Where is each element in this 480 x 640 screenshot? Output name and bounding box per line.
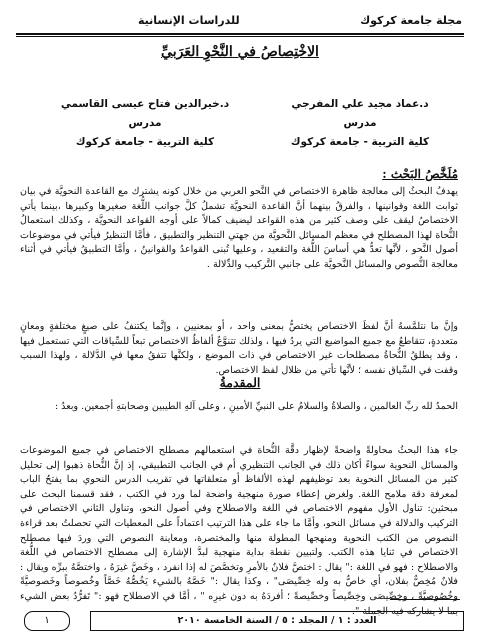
intro-heading: المقدمةُ	[219, 375, 261, 390]
header-rule-thin	[16, 36, 464, 37]
author-name: د.عماد مجيد علي المفرجي	[291, 98, 429, 110]
author-block-first	[260, 95, 460, 152]
journal-section: للدراسات الإنسانية	[138, 14, 240, 27]
intro-paragraph: جاء هذا البحثُ محاولةً واضحةً لإظهار دقَّة النُّحاة في استعمالهم مصطلح الاختصاص في جميع الموضوعات والمسائل النحوية سواءً أكان ذلك في الجانب التنظيري أم في الجانب التطبيقي، إذ إنَّ النُّحاة ذهبوا إلى تحليل كثير من المسائل النحوية بعد توظيفهم لهذه الألفاظ أو متعلقاتها في تقريب الدرس النحوي بما يفتحُ الباب لمعرفة دقة ملامح اللغة. ولغرض إعطاء صورة منهجية واضحة لما ورد في الكتب ، فقد قسمنا البحث على مبحثين: تناول الأول مفهوم الاختصاص في اللغة والاصطلاح وفي أصول النحو، وتناول الثاني الاختصاص في التركيب والدلالة في مسائل النحو، وأمَّا ما جاء على هذا الترتيب اعتماداً على المعطيات التي تحصلتُ بعد قراءة النصوص من الكتب النحوية ومنهجها المطولة منها والمختصرة، ومعاينة النصوص التي وردَ فيها مصطلح الاختصاص في ثنايا هذه الكتب. ولتبيين نقطة بداية منهجية لبدَّ الإشارة إلى مصطلح الاختصاص في اللُّغة والاصطلاح : فهو في اللغة :" يقال : اختصَّ فلانٌ بالأمرِ وتخصَّصَ له إذا انفرد ، وخَصَّ غيرَهُ ، واختصَّهُ ببرِّه ويقال : فلانٌ مُخِصٌّ بفلان، أي خاصٌّ به وله خِصِّيصَى" ، وكذا يقال :" خَصَّهُ بالشيء يَخُصُّهُ خَصَّاً وخُصوصاً وخَصوصيَّةً وخُصُوصيَّةً ، وخِصِّيصَى وخِصِّيصاً وخصِّيصةً ؛ أفردَهُ به دون غيرِه " ، أمَّا في الاصطلاح فهو :" تَفرُّدُ بعض الشيء بما لا يشاركه فيه الجملة ".	[20, 445, 458, 617]
header-rule	[16, 33, 464, 35]
abstract-heading: مُلَخَّصُ البَحْث :	[382, 167, 458, 181]
running-header	[18, 14, 462, 32]
journal-name: مجلة جامعة كركوك	[360, 14, 462, 27]
author-affiliation: كلية التربية - جامعة كركوك	[75, 136, 215, 148]
footnote-rule	[390, 599, 460, 600]
author-rank: مدرس	[343, 117, 377, 129]
intro-paragraph: الحمدُ لله ربِّ العالمين ، والصلاةُ والسلامُ على النبيِّ الأمينِ ، وعلى آلهِ الطيبين وصحابتهِ أجمعين. وبعدُ :	[54, 401, 458, 412]
abstract-paragraph: يهدفُ البحثُ إلى معالجة ظاهرة الاختصاص في النَّحو العربي من خلال كونه يشترك مع القاعدة النحويَّة في بيان ثوابت اللغة وقوانينها ، والفرقُ بينهما أنَّ القاعدة النحويَّة تشملُ كلَّ جوانب اللُّغة صغيرها وكبيرها ،بينما يأتي الاختصاصُ ليقف على وصف كثير من هذه القواعد ليضيف كمالاً على أوجه القواعد النحويَّة ، وكذلك استعمالُ النُّحاة لهذا المصطلح في معظم المسائل النَّحويَّة من جهتي التنظير والتطبيق ، فأمَّا التنظيرُ فيأتي في موضوعات أصول النَّحو ، لأنَّها تعدُّ هي أساسَ اللُّغة والتقعيد ، وعليها تُبنى القواعدُ والقوانينُ ، وأمَّا التطبيقُ فيأتي في أثناء معالجة النُّصوص والمسائل النَّحويَّة على جانبي التَّركيب والدِّلالة .	[20, 186, 458, 270]
author-affiliation: كلية التربية - جامعة كركوك	[290, 136, 430, 148]
author-rank: مدرس	[128, 117, 162, 129]
page-number: ١	[24, 611, 70, 631]
issue-info: العدد : ١ / المجلد : ٥ / السنة الخامسة ٢٠١٠	[90, 611, 464, 631]
abstract-paragraph: وإنَّ ما نتلمَّسهُ أنَّ لفظَ الاختصاص يختصُّ بمعنى واحد ، أو بمعنيين ، وإنَّما يكتنفُ على صيغٍ مختلفةٍ ومعانٍ متعددةٍ، تتقاطعُ مع جميع المواضيع التي يردُ فيها ، ولذلك تتنوَّعُ ألفاظُ الاختصاص تبعاً للسِّياقات التي تستعمل فيها ، وقد يطلقُ النُّحاةُ مصطلحات غير الاختصاص في ذات الموضع ، ولكنَّها تتفقُ معها في الدَّلالة ، ولهذا السبب وقفت في السِّياق نفسه ؛ لأنَّها تأتي من ظلال لفظ الاختصاص.	[20, 321, 458, 376]
author-block-second	[40, 95, 250, 152]
page-footer	[16, 611, 464, 631]
paper-title: الاخْتِصاصُ في النَّحْوِ العَرَبيِّ	[161, 44, 319, 60]
author-name: د.خيرالدين فتاح عيسى القاسمي	[60, 98, 230, 110]
